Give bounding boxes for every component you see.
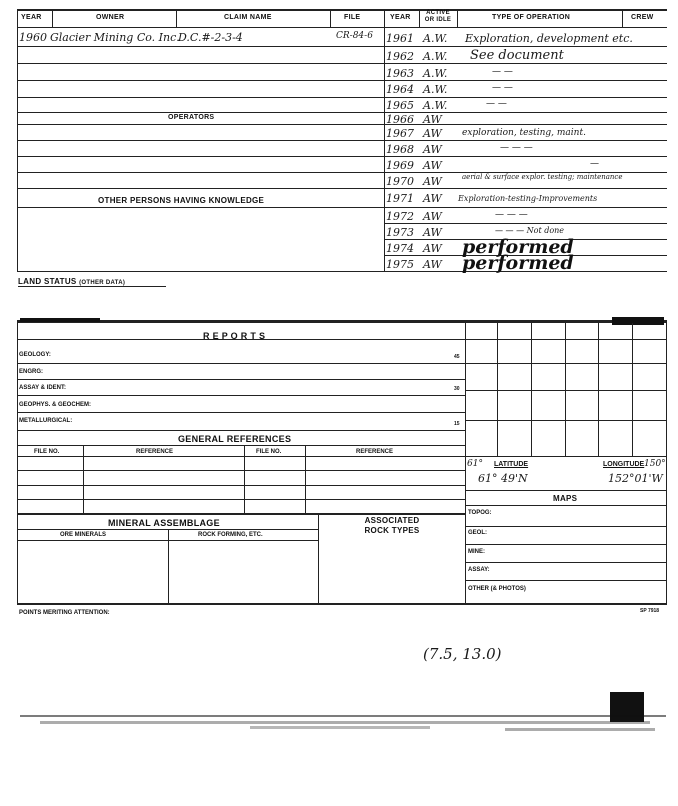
op-status: AW xyxy=(423,159,442,172)
latitude-prefix: 61° xyxy=(467,459,483,469)
op-year: 1969 xyxy=(386,159,414,172)
header-crew: CREW xyxy=(631,14,654,21)
op-year: 1971 xyxy=(386,192,414,205)
op-type: exploration, testing, maint. xyxy=(462,128,586,138)
reports-divider xyxy=(17,320,667,323)
ref-header-reference-2: REFERENCE xyxy=(356,449,394,455)
latitude-value: 61° 49'N xyxy=(478,472,528,485)
report-row-label: ASSAY & IDENT: xyxy=(19,385,67,391)
grid-mark: 30 xyxy=(454,386,460,392)
grid-mark: 15 xyxy=(454,421,460,427)
op-status: AW xyxy=(423,242,442,255)
header-bottom-border xyxy=(17,27,667,28)
rock-forming-header: ROCK FORMING, ETC. xyxy=(198,532,263,538)
top-border xyxy=(17,9,667,11)
op-status: AW xyxy=(423,226,442,239)
op-status: AW xyxy=(423,210,442,223)
report-row-label: GEOPHYS. & GEOCHEM: xyxy=(19,402,92,408)
op-status: A.W. xyxy=(423,99,448,112)
op-type: performed xyxy=(462,236,574,258)
op-type: — — — Not done xyxy=(495,226,565,235)
header-claim-name: CLAIM NAME xyxy=(224,14,272,21)
maps-row-label: MINE: xyxy=(468,549,485,555)
maps-row-label: ASSAY: xyxy=(468,567,490,573)
op-type: — — xyxy=(492,67,513,77)
op-status: A.W. xyxy=(423,50,448,63)
ref-header-file-no: FILE NO. xyxy=(34,449,60,455)
owner-entry-name: Glacier Mining Co. Inc. xyxy=(50,31,180,44)
op-status: A.W. xyxy=(423,83,448,96)
owner-entry-year: 1960 xyxy=(19,31,47,44)
op-type: — xyxy=(590,159,599,169)
op-year: 1974 xyxy=(386,242,414,255)
op-year: 1965 xyxy=(386,99,414,112)
reports-heading: R E P O R T S xyxy=(203,331,266,341)
op-year: 1966 xyxy=(386,113,414,126)
op-type: performed xyxy=(462,252,574,274)
op-year: 1964 xyxy=(386,83,414,96)
header-type-of-operation: TYPE OF OPERATION xyxy=(492,14,571,21)
op-status: A.W. xyxy=(423,32,448,45)
maps-row-label: OTHER (& PHOTOS) xyxy=(468,586,526,592)
ore-minerals-header: ORE MINERALS xyxy=(60,532,107,538)
op-year: 1970 xyxy=(386,175,414,188)
other-persons-heading: OTHER PERSONS HAVING KNOWLEDGE xyxy=(98,196,265,205)
op-year: 1968 xyxy=(386,143,414,156)
header-file: FILE xyxy=(344,14,361,21)
general-references-heading: GENERAL REFERENCES xyxy=(178,434,292,444)
maps-heading: MAPS xyxy=(553,494,578,503)
op-type: — — — xyxy=(500,143,533,153)
associated-rock-types-heading: ASSOCIATED ROCK TYPES xyxy=(364,516,420,535)
op-year: 1973 xyxy=(386,226,414,239)
owner-entry-file: CR-84-6 xyxy=(336,31,373,41)
ref-header-file-no-2: FILE NO. xyxy=(256,449,282,455)
op-year: 1963 xyxy=(386,67,414,80)
ref-header-reference: REFERENCE xyxy=(136,449,174,455)
op-status: AW xyxy=(423,113,442,126)
operators-heading: OPERATORS xyxy=(168,114,215,121)
op-year: 1961 xyxy=(386,32,414,45)
grid-mark: 45 xyxy=(454,354,460,360)
op-type: aerial & surface explor. testing; maintenance xyxy=(462,173,623,181)
longitude-value: 152°01'W xyxy=(608,472,663,485)
op-type: — — xyxy=(486,99,507,109)
op-type: — — xyxy=(492,83,513,93)
handwritten-annotation: (7.5, 13.0) xyxy=(423,645,502,663)
header-year-2: YEAR xyxy=(390,14,411,21)
longitude-suffix: 150° xyxy=(644,459,666,469)
longitude-label: LONGITUDE xyxy=(603,461,645,468)
report-row-label: GEOLOGY: xyxy=(19,352,51,358)
maps-row-label: GEOL: xyxy=(468,530,487,536)
op-status: AW xyxy=(423,192,442,205)
owner-entry-claim: D.C.#-2-3-4 xyxy=(178,31,243,44)
mineral-assemblage-heading: MINERAL ASSEMBLAGE xyxy=(108,518,220,528)
report-row-label: METALLURGICAL: xyxy=(19,418,73,424)
scan-artifact xyxy=(610,692,644,722)
header-year: YEAR xyxy=(21,14,42,21)
op-type: Exploration, development etc. xyxy=(465,32,633,45)
maps-row-label: TOPOG: xyxy=(468,510,492,516)
op-year: 1972 xyxy=(386,210,414,223)
op-type: See document xyxy=(470,48,564,63)
land-status-heading: LAND STATUS (OTHER DATA) xyxy=(18,277,126,286)
reports-right-divider xyxy=(465,323,466,603)
op-year: 1967 xyxy=(386,127,414,140)
form-number: SP 7918 xyxy=(640,608,660,614)
latitude-label: LATITUDE xyxy=(494,461,529,468)
op-status: A.W. xyxy=(423,67,448,80)
op-status: AW xyxy=(423,258,442,271)
op-status: AW xyxy=(423,127,442,140)
op-year: 1962 xyxy=(386,50,414,63)
points-meriting-attention: POINTS MERITING ATTENTION: xyxy=(19,610,110,616)
header-active-or-idle: ACTIVE OR IDLE xyxy=(424,10,452,23)
header-owner: OWNER xyxy=(96,14,125,21)
op-type: — — — xyxy=(495,210,528,220)
op-type: Exploration-testing-Improvements xyxy=(458,194,598,203)
op-status: AW xyxy=(423,143,442,156)
report-row-label: ENGRG: xyxy=(19,369,43,375)
op-year: 1975 xyxy=(386,258,414,271)
op-status: AW xyxy=(423,175,442,188)
